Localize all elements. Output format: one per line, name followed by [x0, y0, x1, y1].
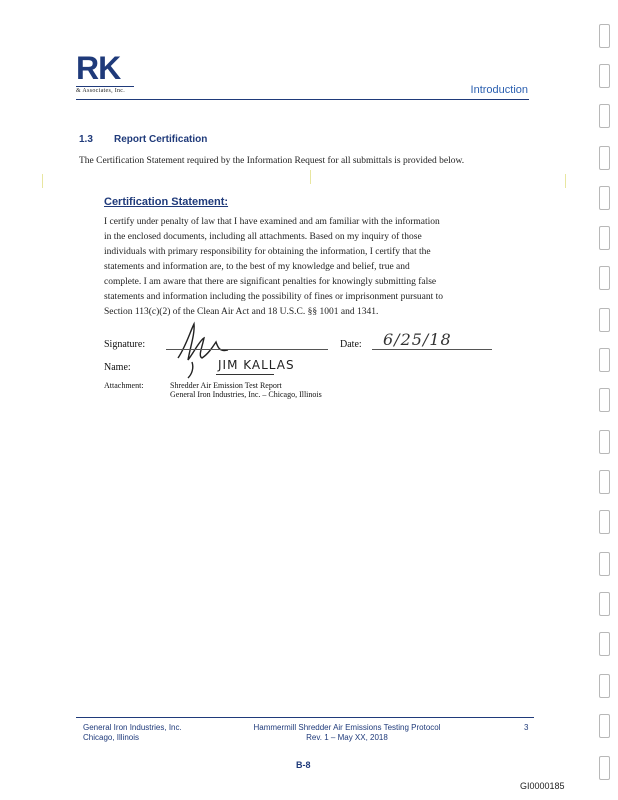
binder-hole: [599, 104, 610, 128]
name-value: JIM KALLAS: [218, 358, 295, 372]
header-divider: [76, 99, 529, 100]
company-logo: [76, 52, 138, 98]
scan-marker: [565, 174, 566, 188]
binder-hole: [599, 674, 610, 698]
binder-hole: [599, 348, 610, 372]
logo-rule: [76, 86, 134, 87]
certification-line: Section 113(c)(2) of the Clean Air Act and 18 U.S.C. §§ 1001 and 1341.: [104, 307, 379, 317]
certification-line: individuals with primary responsibility for obtaining the information, I certify that the: [104, 247, 431, 257]
appendix-page-label: B-8: [296, 760, 311, 770]
footer-document-title: Hammermill Shredder Air Emissions Testing Protocol: [253, 723, 441, 732]
binder-hole: [599, 592, 610, 616]
certification-line: statements and information are, to the best of my knowledge and belief, true and: [104, 262, 410, 272]
binder-hole: [599, 388, 610, 412]
signature-line: [166, 349, 328, 350]
binder-hole: [599, 226, 610, 250]
binder-hole: [599, 266, 610, 290]
footer-revision: Rev. 1 – May XX, 2018: [306, 733, 388, 742]
binder-hole: [599, 430, 610, 454]
section-number: 1.3: [79, 134, 93, 145]
footer-company: General Iron Industries, Inc.: [83, 723, 182, 732]
bates-number: GI0000185: [520, 781, 565, 791]
binder-hole: [599, 756, 610, 780]
attachment-line: General Iron Industries, Inc. – Chicago, Illinois: [170, 390, 322, 399]
footer-page-number: 3: [524, 723, 529, 732]
date-line: [372, 349, 492, 350]
name-label: Name:: [104, 362, 131, 373]
signature-label: Signature:: [104, 339, 146, 350]
certification-line: statements and information including the possibility of fines or imprisonment pursuant to: [104, 292, 444, 302]
attachment-label: Attachment:: [104, 381, 144, 390]
binder-hole: [599, 308, 610, 332]
footer-location: Chicago, Illinois: [83, 733, 140, 742]
date-label: Date:: [340, 339, 362, 350]
section-title: Report Certification: [114, 134, 208, 145]
binder-hole: [599, 24, 610, 48]
header-section-name: Introduction: [470, 84, 528, 96]
logo-letters: RK: [76, 50, 121, 86]
binder-hole: [599, 470, 610, 494]
intro-paragraph: The Certification Statement required by the Information Request for all submittals is provided below.: [79, 156, 465, 166]
certification-title: Certification Statement:: [104, 196, 229, 208]
binder-hole: [599, 552, 610, 576]
binder-hole: [599, 186, 610, 210]
scan-marker: [310, 170, 311, 184]
date-value: 6/25/18: [383, 330, 452, 349]
binder-hole: [599, 714, 610, 738]
certification-statement: [104, 215, 524, 320]
binder-hole: [599, 146, 610, 170]
binder-hole: [599, 510, 610, 534]
certification-line: in the enclosed documents, including all attachments. Based on my inquiry of those: [104, 232, 422, 242]
binder-hole: [599, 632, 610, 656]
binder-hole: [599, 64, 610, 88]
certification-line: I certify under penalty of law that I have examined and am familiar with the information: [104, 217, 440, 227]
scan-marker: [42, 174, 43, 188]
logo-subtitle: & Associates, Inc.: [76, 88, 126, 94]
name-underline: [216, 374, 274, 375]
certification-line: complete. I am aware that there are significant penalties for knowingly submitting false: [104, 277, 437, 287]
attachment-line: Shredder Air Emission Test Report: [170, 381, 282, 390]
footer-divider: [76, 717, 534, 718]
